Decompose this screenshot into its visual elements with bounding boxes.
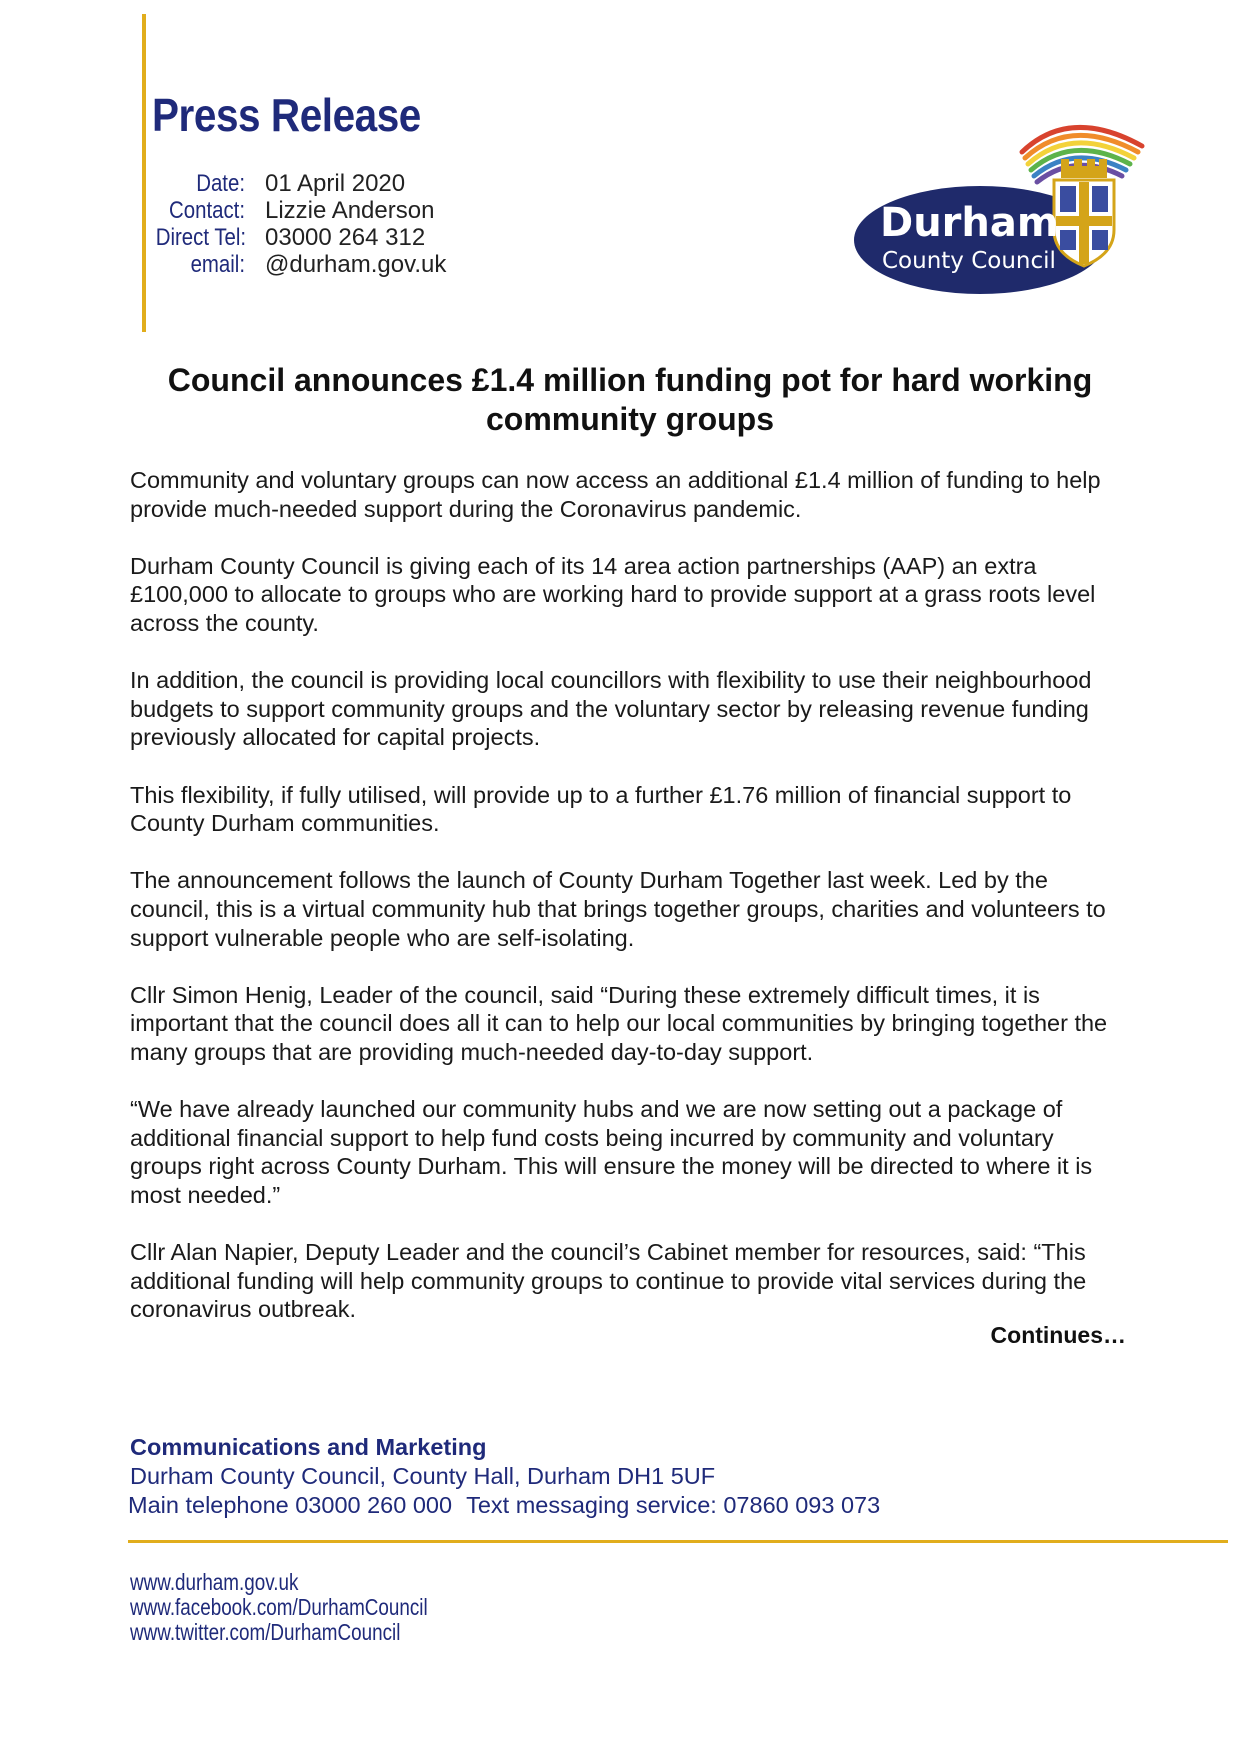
footer-heading: Communications and Marketing [130,1434,487,1460]
body-paragraph: Community and voluntary groups can now access an additional £1.4 million of funding to help provide much-needed support during the Coronavirus pandemic. [130,467,1101,522]
body-paragraph: Cllr Simon Henig, Leader of the council, said “During these extremely difficult times, it is important that the council does all it can to help our local communities by bringing together the many groups that are providing much-needed day-to-day support. [130,981,1108,1065]
footer-main-telephone: Main telephone 03000 260 000 [128,1492,453,1518]
contact-row-contact [140,197,446,224]
logo-durham-text: Durham [880,200,1059,246]
contact-row-date [140,170,446,197]
body-paragraph: The announcement follows the launch of County Durham Together last week. Led by the council, this is a virtual community hub that brings together groups, charities and volunteers to support vulnerable people who are self-isolating. [130,867,1106,951]
contact-value: Lizzie Anderson [265,196,435,224]
body-paragraph: In addition, the council is providing local councillors with flexibility to use their neighbourhood budgets to support community groups and the voluntary sector by releasing revenue funding previously allocated for capital projects. [130,667,1092,751]
footer-communications [130,1433,880,1520]
contact-details [140,170,446,278]
footer-divider [128,1540,1228,1543]
direct-tel-label: Direct Tel: [155,223,247,251]
contact-row-email [140,251,446,278]
footer-address: Durham County Council, County Hall, Durham DH1 5UF [130,1463,716,1489]
logo-county-council-text: County Council [882,248,1056,274]
castle-crown-icon [1061,159,1107,178]
headline-line-1: Council announces £1.4 million funding pot for hard working [167,362,1093,398]
footer-text-service: Text messaging service: 07860 093 073 [466,1492,881,1518]
footer-phone-line [128,1491,880,1520]
headline [120,361,1140,439]
facebook-link[interactable]: www.facebook.com/DurhamCouncil [130,1594,428,1620]
body-paragraph: Durham County Council is giving each of its 14 area action partnerships (AAP) an extra £100,000 to allocate to groups who are working hard to provide support at a grass roots level across the county. [130,552,1096,636]
body-paragraph: “We have already launched our community hubs and we are now setting out a package of additional financial support to help fund costs being incurred by community and voluntary groups right across County Durham. This will ensure the money will be directed to where it is most needed.” [130,1096,1093,1208]
email-value: @durham.gov.uk [265,250,447,278]
continues-label: Continues… [990,1322,1126,1348]
footer-links [130,1570,493,1645]
date-label: Date: [196,169,245,197]
contact-label: Contact: [169,196,245,224]
twitter-link[interactable]: www.twitter.com/DurhamCouncil [130,1619,401,1645]
shield-icon [1054,180,1114,266]
website-link[interactable]: www.durham.gov.uk [130,1569,299,1595]
contact-row-tel [140,224,446,251]
headline-line-2: community groups [485,401,774,437]
article-body [130,466,1130,1352]
body-paragraph: Cllr Alan Napier, Deputy Leader and the council’s Cabinet member for resources, said: “This additional funding will help community groups to continue to provide vital services during the coronavirus outbreak. [130,1239,1087,1323]
email-label: email: [190,250,245,278]
body-paragraph: This flexibility, if fully utilised, will provide up to a further £1.76 million of financial support to County Durham communities. [130,781,1072,837]
page-title: Press Release [152,89,421,141]
date-value: 01 April 2020 [265,169,406,197]
durham-county-council-logo [850,112,1160,300]
direct-tel-value: 03000 264 312 [265,223,426,251]
